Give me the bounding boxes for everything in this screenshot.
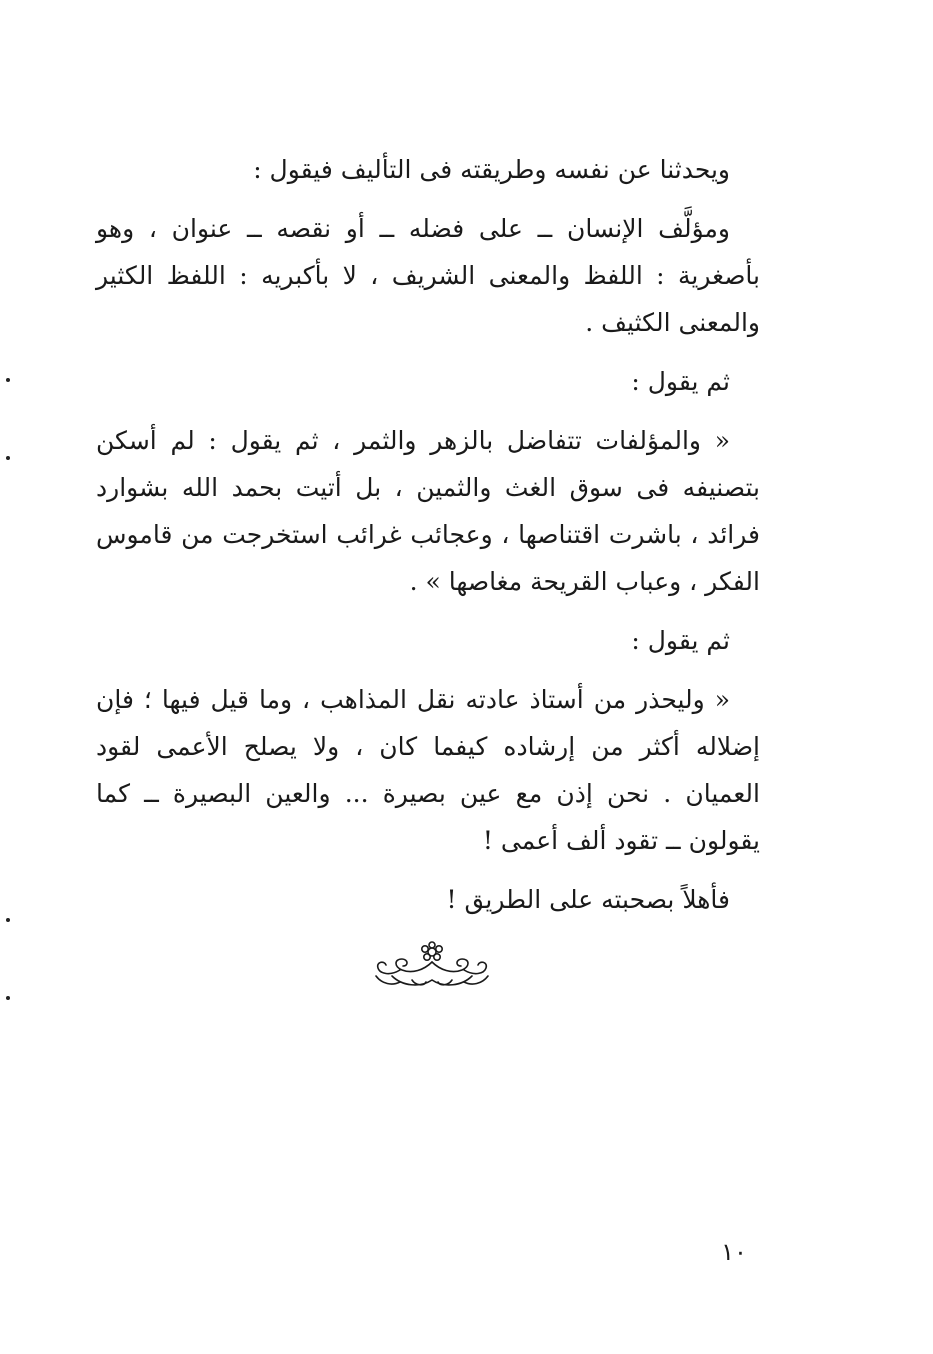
paragraph-quote-teacher: « وليحذر من أستاذ عادته نقل المذاهب ، وما قيل فيها ؛ فإن إضلاله أكثر من إرشاده كيفما كان ، ولا يصلح الأعمى لقود العميان . نحن إذن مع عين بصيرة ... والعين البصيرة ــ كما يقولون ــ تقود ألف أعمى ! (96, 685, 760, 855)
floral-ornament-icon (372, 940, 492, 992)
scan-speck (6, 996, 10, 1000)
body-text (96, 146, 760, 935)
paragraph-then-says-2: ثم يقول : (631, 626, 730, 655)
paragraph-welcome: فأهلاً بصحبته على الطريق ! (446, 885, 730, 914)
scan-speck (6, 378, 10, 382)
paragraph-then-says-1: ثم يقول : (631, 367, 730, 396)
paragraph-quote-books: « والمؤلفات تتفاضل بالزهر والثمر ، ثم يقول : لم أسكن بتصنيفه فى سوق الغث والثمين ، بل أتيت بحمد الله بشوارد فرائد ، باشرت اقتناصها ، وعجائب غرائب استخرجت من قاموس الفكر ، وعباب القريحة مغاصها » . (96, 426, 760, 596)
scan-speck (6, 918, 10, 922)
paragraph-quote-author: ومؤلَّف الإنسان ــ على فضله ــ أو نقصه ــ عنوان ، وهو بأصغرية : اللفظ والمعنى الشريف ، لا بأكبريه : اللفظ الكثير والمعنى الكثيف . (96, 214, 760, 337)
page-number: ١٠ (721, 1238, 747, 1266)
paragraph-intro: ويحدثنا عن نفسه وطريقته فى التأليف فيقول : (253, 155, 730, 184)
scan-speck (6, 456, 10, 460)
